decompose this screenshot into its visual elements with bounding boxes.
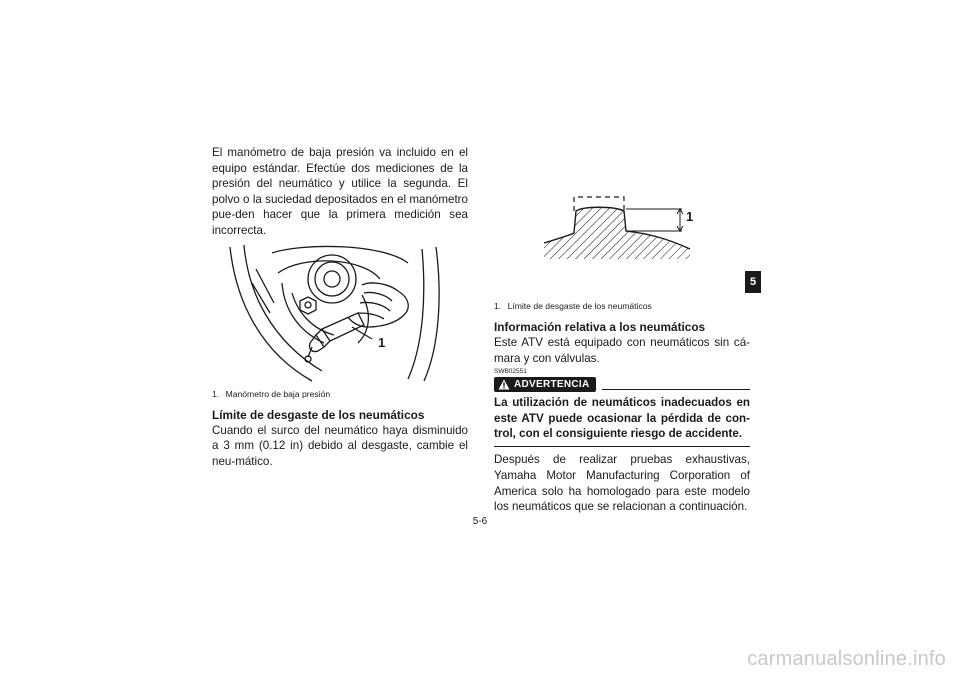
warning-triangle-icon xyxy=(498,379,510,390)
wear-callout-number: 1 xyxy=(686,209,694,224)
warning-badge xyxy=(494,377,596,392)
tire-info-heading: Información relativa a los neumáticos xyxy=(494,320,706,334)
pressure-gauge-figure xyxy=(212,243,468,383)
tread-wear-figure xyxy=(494,145,750,291)
intro-paragraph: El manómetro de baja presión va incluido en el equipo estándar. Efectúe dos mediciones de la presión del neumático y utilice la segunda. El polvo o la suciedad depositados en el manómetro pue-den hacer que la primera medición sea incorrecta. xyxy=(212,146,468,237)
pressure-gauge-illustration xyxy=(212,243,468,383)
tire-info-paragraph: Este ATV está equipado con neumáticos sin cá-mara y con válvulas. xyxy=(494,336,750,365)
warning-label: ADVERTENCIA xyxy=(514,379,590,391)
wear-limit-heading: Límite de desgaste de los neumáticos xyxy=(212,407,425,422)
warning-top-rule xyxy=(602,389,750,391)
gauge-caption-number: 1. xyxy=(212,388,220,399)
gauge-caption-text: Manómetro de baja presión xyxy=(225,388,331,399)
right-column xyxy=(494,145,750,515)
watermark: carmanualsonline.info xyxy=(747,648,946,670)
warning-bottom-rule xyxy=(494,446,750,448)
wear-caption-text: Límite de desgaste de los neumáticos xyxy=(507,301,652,311)
warning-code: SWB02551 xyxy=(494,368,527,376)
warning-header xyxy=(494,377,750,392)
tread-wear-diagram xyxy=(494,145,750,291)
page-number: 5-6 xyxy=(472,516,488,527)
gauge-caption xyxy=(212,389,468,400)
gauge-callout-number: 1 xyxy=(378,334,386,350)
wear-limit-paragraph: Cuando el surco del neumático haya disminuido a 3 mm (0.12 in) debido al desgaste, cambie el neu-mático. xyxy=(212,423,468,468)
homologation-paragraph: Después de realizar pruebas exhaustivas, Yamaha Motor Manufacturing Corporation of America solo ha homologado para este modelo los neumáticos que se relacionan a continuación. xyxy=(494,453,750,514)
warning-text: La utilización de neumáticos inadecuados en este ATV puede ocasionar la pérdida de con-trol, con el consiguiente riesgo de accidente. xyxy=(494,396,750,441)
chapter-tab: 5 xyxy=(745,271,761,293)
left-column xyxy=(212,145,468,469)
wear-caption xyxy=(494,301,750,312)
wear-caption-number: 1. xyxy=(494,301,502,311)
